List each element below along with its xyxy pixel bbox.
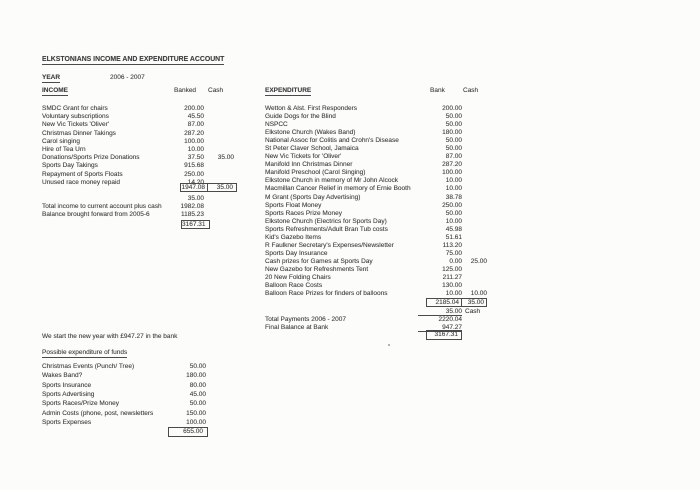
- income-row-banked: 37.50: [187, 154, 204, 162]
- expenditure-row: [265, 129, 489, 137]
- future-row-label: Sports Insurance: [42, 381, 92, 389]
- income-row: [42, 162, 237, 170]
- expenditure-row: [265, 113, 489, 121]
- future-row-label: Wakes Band?: [42, 372, 83, 380]
- income-row-label: Christmas Dinner Takings: [42, 129, 116, 137]
- future-row-label: Admin Costs (phone, post, newsletters: [42, 409, 154, 417]
- income-row-banked: 10.00: [187, 145, 204, 153]
- expenditure-row-bank: 38.78: [445, 193, 462, 201]
- expenditure-row-label: Sports Refreshments/Adult Bran Tub costs: [265, 225, 388, 233]
- expenditure-row-label: Sports Races Prize Money: [265, 209, 342, 217]
- page-title: ELKSTONIANS INCOME AND EXPENDITURE ACCOUNT: [42, 56, 225, 63]
- expenditure-row: [265, 290, 489, 298]
- expenditure-row-label: Kid's Gazebo Items: [265, 233, 322, 241]
- year-label: YEAR: [42, 73, 61, 81]
- expenditure-row-label: Balloon Race Costs: [265, 282, 323, 290]
- expenditure-row-bank: 0.00: [449, 257, 462, 265]
- expenditure-row: [265, 258, 489, 266]
- expenditure-row: [265, 218, 489, 226]
- income-row: [42, 138, 237, 146]
- expenditure-col-bank: Bank: [430, 87, 445, 94]
- income-row-label: Donations/Sports Prize Donations: [42, 154, 140, 162]
- income-row-cash: 35.00: [217, 154, 234, 162]
- expenditure-row-bank: 45.98: [445, 225, 462, 233]
- future-expenditure-rows: [42, 362, 208, 427]
- future-row-label: Sports Advertising: [42, 391, 95, 399]
- expenditure-row-bank: 50.00: [445, 137, 462, 145]
- expenditure-header: EXPENDITURE: [265, 87, 312, 94]
- expenditure-total-value: 2220.04: [438, 315, 462, 323]
- expenditure-row-bank: 113.20: [442, 241, 462, 249]
- income-row-banked: 87.00: [187, 121, 204, 129]
- expenditure-row-label: Manifold Inn Christmas Dinner: [265, 161, 353, 169]
- expenditure-row: [265, 250, 489, 258]
- expenditure-col-cash: Cash: [463, 87, 479, 94]
- expenditure-cash-note-line: [265, 308, 489, 316]
- expenditure-row: [265, 226, 489, 234]
- income-row-banked: 250.00: [184, 170, 204, 178]
- expenditure-final-label: Final Balance at Bank: [265, 323, 329, 331]
- income-row-label: New Vic Tickets 'Oliver': [42, 121, 110, 129]
- expenditure-row: [265, 185, 489, 193]
- expenditure-row-bank: 75.00: [445, 249, 462, 257]
- expenditure-row-label: Guide Dogs for the Blind: [265, 113, 336, 121]
- expenditure-row-bank: 200.00: [442, 105, 462, 112]
- future-total-box: 655.00: [168, 427, 208, 437]
- future-row-label: Christmas Events (Punch/ Tree): [42, 363, 135, 370]
- income-row-banked: 100.00: [184, 137, 204, 145]
- expenditure-row-label: Elkstone Church (Electrics for Sports Day): [265, 217, 387, 225]
- income-total-line: [42, 203, 237, 211]
- expenditure-cash-note-value: 35.00: [418, 308, 462, 316]
- expenditure-rows: [265, 105, 489, 298]
- income-row: [42, 121, 237, 129]
- expenditure-row-label: Balloon Race Prizes for finders of balloons: [265, 290, 388, 298]
- expenditure-row-label: Macmillan Cancer Relief in memory of Ernie Booth: [265, 185, 411, 193]
- expenditure-row-bank: 10.00: [445, 217, 462, 225]
- expenditure-row-bank: 100.00: [442, 169, 462, 177]
- expenditure-row-bank: 87.00: [445, 153, 462, 161]
- future-row-label: Sports Races/Prize Money: [42, 400, 119, 408]
- future-expenditure-row: [42, 399, 208, 408]
- expenditure-row-bank: 10.00: [445, 185, 462, 193]
- expenditure-row: [265, 266, 489, 274]
- income-cash-added: 35.00: [187, 194, 204, 202]
- future-expenditure-row: [42, 362, 208, 371]
- expenditure-row-label: Cash prizes for Games at Sports Day: [265, 257, 373, 265]
- scan-speck: [388, 344, 390, 346]
- income-col-banked: Banked: [174, 87, 197, 94]
- income-row-label: Sports Day Takings: [42, 162, 98, 170]
- income-row-label: Repayment of Sports Floats: [42, 170, 123, 178]
- expenditure-row-label: Elkstone Church (Wakes Band): [265, 129, 356, 137]
- expenditure-row-bank: 50.00: [445, 113, 462, 121]
- income-row: [42, 171, 237, 179]
- expenditure-final-value: 947.27: [418, 324, 462, 332]
- income-cash-added-line: [42, 195, 237, 203]
- future-row-label: Sports Expenses: [42, 419, 92, 427]
- income-row-label: SMDC Grant for chairs: [42, 105, 108, 112]
- expenditure-grand-total-box: 3167.31: [426, 330, 462, 340]
- expenditure-row: [265, 282, 489, 290]
- income-row-banked: 200.00: [184, 105, 204, 112]
- expenditure-row-label: National Assoc for Colitis and Crohn's Disease: [265, 137, 399, 145]
- expenditure-row-bank: 250.00: [442, 201, 462, 209]
- income-row-banked: 14.20: [187, 178, 204, 186]
- expenditure-row: [265, 194, 489, 202]
- expenditure-row-cash: 10.00: [470, 290, 487, 298]
- income-header: INCOME: [42, 87, 68, 94]
- expenditure-row-bank: 125.00: [442, 265, 462, 273]
- expenditure-row-bank: 10.00: [445, 290, 462, 298]
- expenditure-row-label: Wetton & Alst. First Responders: [265, 105, 357, 112]
- income-balance-line: [42, 211, 237, 219]
- expenditure-row-bank: 180.00: [442, 129, 462, 137]
- income-row-label: Unused race money repaid: [42, 178, 121, 186]
- income-total-label: Total income to current account plus cash: [42, 203, 162, 210]
- income-total-value: 1982.08: [180, 203, 204, 210]
- expenditure-row-bank: 50.00: [445, 209, 462, 217]
- future-expenditure-row: [42, 390, 208, 399]
- income-row: [42, 105, 237, 113]
- income-row-label: Voluntary subscriptions: [42, 113, 109, 121]
- expenditure-row-cash: 25.00: [470, 257, 487, 265]
- future-row-value: 50.00: [189, 363, 206, 370]
- expenditure-row-bank: 130.00: [442, 282, 462, 290]
- income-balance-value: 1185.23: [180, 211, 204, 219]
- future-expenditure-row: [42, 409, 208, 418]
- income-row-banked: 915.68: [184, 162, 204, 170]
- income-subtotal-banked-box: 1947.08: [180, 183, 208, 192]
- expenditure-row-bank: 51.61: [445, 233, 462, 241]
- expenditure-row-label: Manifold Preschool (Carol Singing): [265, 169, 366, 177]
- expenditure-row-bank: 287.20: [442, 161, 462, 169]
- income-grand-total-box: 3167.31: [181, 220, 210, 230]
- future-row-value: 50.00: [189, 400, 206, 408]
- expenditure-row: [265, 121, 489, 129]
- future-expenditure-row: [42, 371, 208, 380]
- expenditure-row-label: St Peter Claver School, Jamaica: [265, 145, 359, 153]
- income-row-banked: 287.20: [184, 129, 204, 137]
- income-rows: [42, 105, 237, 187]
- expenditure-row-bank: 50.00: [445, 145, 462, 153]
- expenditure-row-label: Sports Day Insurance: [265, 249, 328, 257]
- expenditure-row-bank: 10.00: [445, 177, 462, 185]
- expenditure-row-label: NSPCC: [265, 121, 288, 129]
- income-row: [42, 146, 237, 154]
- future-expenditure-header: Possible expenditure of funds: [42, 348, 128, 356]
- income-col-cash: Cash: [208, 87, 224, 94]
- income-row-label: Carol singing: [42, 137, 80, 145]
- expenditure-cash-note-label: Cash: [465, 307, 481, 315]
- expenditure-total-label: Total Payments 2006 - 2007: [265, 315, 346, 323]
- expenditure-row-label: R Faulkner Secretary's Expenses/Newsletter: [265, 241, 394, 249]
- future-row-value: 100.00: [186, 419, 206, 427]
- expenditure-subtotal-bank-box: 2185.04: [426, 298, 462, 307]
- expenditure-row-label: New Gazebo for Refreshments Tent: [265, 265, 369, 273]
- expenditure-row: [265, 234, 489, 242]
- expenditure-row: [265, 242, 489, 250]
- expenditure-row-bank: 50.00: [445, 121, 462, 129]
- expenditure-row-bank: 211.27: [442, 273, 462, 281]
- expenditure-row-label: Sports Float Money: [265, 201, 322, 209]
- expenditure-row: [265, 210, 489, 218]
- new-year-note: We start the new year with £947.27 in the bank: [42, 333, 178, 340]
- year-value: 2006 - 2007: [110, 73, 145, 81]
- expenditure-row-label: 20 New Folding Chairs: [265, 273, 331, 281]
- future-row-value: 150.00: [186, 409, 206, 417]
- income-row-label: Hire of Tea Urn: [42, 145, 86, 153]
- future-row-value: 80.00: [189, 381, 206, 389]
- expenditure-subtotal-cash-box: 35.00: [461, 298, 487, 307]
- expenditure-row-label: Elkstone Church in memory of Mr John Alcock: [265, 177, 398, 185]
- future-expenditure-row: [42, 418, 208, 427]
- income-row: [42, 130, 237, 138]
- future-expenditure-row: [42, 381, 208, 390]
- expenditure-row-label: New Vic Tickets for 'Oliver': [265, 153, 342, 161]
- income-header-row: [42, 87, 237, 96]
- expenditure-row: [265, 202, 489, 210]
- expenditure-row-label: M Grant (Sports Day Advertising): [265, 193, 361, 201]
- expenditure-row: [265, 274, 489, 282]
- future-row-value: 45.00: [189, 391, 206, 399]
- income-subtotal-cash-box: 35.00: [207, 183, 237, 192]
- future-row-value: 180.00: [186, 372, 206, 380]
- expenditure-header-row: [265, 87, 489, 96]
- income-balance-label: Balance brought forward from 2005-6: [42, 211, 150, 219]
- income-row-banked: 45.50: [187, 113, 204, 121]
- expenditure-row: [265, 105, 489, 113]
